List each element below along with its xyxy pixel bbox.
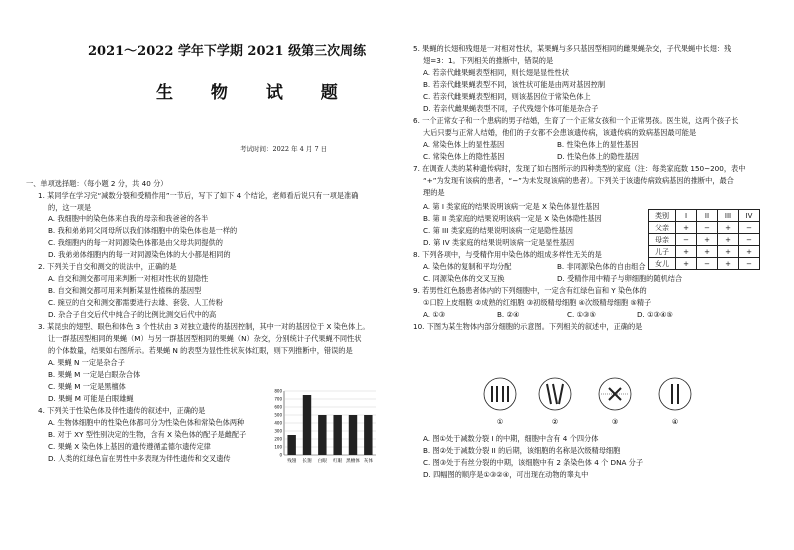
right-text-line: 翅=3：1。下列相关的推断中，错误的是 bbox=[423, 56, 554, 65]
cell-diagram bbox=[539, 378, 571, 410]
left-text-line: B. 我和弟弟同父同母所以我们体细胞中的染色体也是一样的 bbox=[48, 226, 238, 235]
chart-x-tick-label: 长翅 bbox=[302, 459, 312, 464]
table-cell: − bbox=[697, 258, 718, 270]
table-cell: + bbox=[676, 246, 697, 258]
right-text-line: ①口腔上皮细胞 ②成熟的红细胞 ③初级精母细胞 ④次级精母细胞 ⑤精子 bbox=[423, 298, 652, 307]
chart-y-tick-label: 200 bbox=[274, 436, 282, 442]
left-text-line: B. 自交和测交都可用来判断某显性植株的基因型 bbox=[48, 286, 202, 295]
table-header-cell: IV bbox=[739, 210, 760, 222]
table-cell: − bbox=[739, 222, 760, 234]
right-text-line: 9. 若男性红色肠患者体内的下列细胞中，一定含有红绿色盲和 Y 染色体的 bbox=[413, 286, 647, 295]
right-text-line: C. ①③⑤ bbox=[567, 310, 596, 319]
left-text-line: D. 我弟弟体细胞内的每一对同源染色体的大小都是相同的 bbox=[48, 250, 231, 259]
table-cell: + bbox=[697, 246, 718, 258]
left-text-line: D. 杂合子自交后代中纯合子的比例比测交后代中的高 bbox=[48, 310, 217, 319]
bar-chart bbox=[264, 385, 384, 469]
left-text-line: D. 人类的红绿色盲在男性中多表现为伴性遗传和交叉遗传 bbox=[48, 454, 231, 463]
table-cell: + bbox=[718, 234, 739, 246]
table-cell: + bbox=[739, 246, 760, 258]
right-text-line: C. 图③处于有丝分裂的中期，该细胞中有 2 条染色体 4 个 DNA 分子 bbox=[423, 458, 644, 467]
exam-time: 考试时间：2022 年 4 月 7 日 bbox=[240, 145, 328, 153]
table-cell: − bbox=[739, 234, 760, 246]
table-cell: + bbox=[718, 258, 739, 270]
chart-y-tick-label: 800 bbox=[274, 388, 282, 394]
left-text-line: 的，这一项是 bbox=[48, 203, 92, 212]
cell-diagram bbox=[659, 378, 691, 410]
left-text-line: 1. 某同学在学习完“减数分裂和受精作用”一节后，写下了如下 4 个结论，老师看后说只有一项是准确 bbox=[38, 191, 359, 200]
chart-y-tick-label: 0 bbox=[279, 452, 282, 458]
chart-y-tick-label: 500 bbox=[274, 412, 282, 418]
right-text-line: B. 非同源染色体的自由组合 bbox=[557, 262, 646, 271]
right-text-line: B. 性染色体上的显性基因 bbox=[557, 140, 639, 149]
cell-diagram bbox=[599, 378, 631, 410]
left-text-line: C. 我细胞内的每一对同源染色体都是由父母共同提供的 bbox=[48, 238, 223, 247]
chart-x-tick-label: 红眼 bbox=[333, 459, 343, 464]
table-cell: + bbox=[718, 246, 739, 258]
right-text-line: D. 四幅图的顺序是①③②④，可出现在动物的睾丸中 bbox=[423, 470, 589, 479]
right-text-line: B. 图②处于减数分裂 II 的后期，该细胞的名称是次级精母细胞 bbox=[423, 446, 621, 455]
left-text-line: 3. 某昆虫的翅型、眼色和体色 3 个性状由 3 对独立遗传的基因控制，其中一对的基因位于 X 染色体上。 bbox=[38, 322, 370, 331]
left-text-line: 4. 下列关于性染色体及伴性遗传的叙述中，正确的是 bbox=[38, 406, 206, 415]
right-text-line: D. 若亲代雌果蝇表型不同，子代残翅个体可能是杂合子 bbox=[423, 104, 599, 113]
right-text-line: A. 第 I 类家庭的结果说明该病一定是 X 染色体显性基因 bbox=[423, 202, 600, 211]
right-text-line: B. ②④ bbox=[497, 310, 520, 319]
table-cell: + bbox=[718, 222, 739, 234]
right-text-line: D. 受精作用中精子与卵细胞的随机结合 bbox=[557, 274, 683, 283]
right-text-line: C. 第 III 类家庭的结果说明该病一定是隐性基因 bbox=[423, 226, 573, 235]
right-text-line: A. 图①处于减数分裂 I 的中期，细胞中含有 4 个四分体 bbox=[423, 434, 599, 443]
right-text-line: C. 若亲代雌果蝇表型相同，则该基因位于常染色体上 bbox=[423, 92, 591, 101]
right-text-line: 10. 下图为某生物体内部分细胞的示意图。下列相关的叙述中，正确的是 bbox=[413, 322, 643, 331]
right-text-line: 5. 果蝇的长翅和残翅是一对相对性状，某果蝇与多只基因型相同的雌果蝇杂交，子代果蝇中长翅：残 bbox=[413, 44, 732, 53]
table-cell: − bbox=[697, 222, 718, 234]
chart-bar bbox=[287, 435, 295, 455]
chart-x-tick-label: 灰体 bbox=[363, 459, 373, 464]
left-text-line: A. 我细胞中的染色体来自我的母亲和我爸爸的各半 bbox=[48, 214, 209, 223]
right-text-line: 7. 在调查人类的某种遗传病时，发现了如右图所示的四种类型的家庭（注：每类家庭数 150~200，表中 bbox=[413, 164, 746, 173]
chart-y-tick-label: 400 bbox=[274, 420, 282, 426]
left-text-line: 2. 下列关于自交和测交的说法中，正确的是 bbox=[38, 262, 177, 271]
cell-label: ① bbox=[496, 418, 504, 426]
left-text-line: 的个体数量，结果如右图所示。若果蝇 N 的表型为显性性状灰体红眼，则下列推断中，错误的是 bbox=[48, 346, 353, 355]
table-row bbox=[649, 234, 760, 246]
right-text-line: 6. 一个正常女子和一个患病的男子结婚，生育了一个正常女孩和一个正常男孩。医生说，这两个孩子长 bbox=[413, 116, 739, 125]
right-text-line: 理的是 bbox=[423, 188, 445, 197]
right-text-line: “+”为发现有该病的患者，“−”为未发现该病的患者）。下列关于该遗传病致病基因的推断中，最合 bbox=[423, 176, 734, 185]
table-header-cell: 类别 bbox=[649, 210, 676, 222]
table-cell: + bbox=[697, 234, 718, 246]
left-text-line: A. 果蝇 N 一定是杂合子 bbox=[48, 358, 125, 367]
chart-bar bbox=[364, 415, 372, 455]
right-text-line: C. 同源染色体的交叉互换 bbox=[423, 274, 505, 283]
table-cell: 母亲 bbox=[649, 234, 676, 246]
left-text-line: B. 对于 XY 型性别决定的生物，含有 X 染色体的配子是雌配子 bbox=[48, 430, 247, 439]
left-text-line: C. 豌豆的自交和测交都需要进行去雄、套袋、人工传粉 bbox=[48, 298, 223, 307]
table-cell: 儿子 bbox=[649, 246, 676, 258]
table-header-cell: III bbox=[718, 210, 739, 222]
chart-y-tick-label: 100 bbox=[274, 444, 282, 450]
right-text-line: A. 染色体的复制和平均分配 bbox=[423, 262, 512, 271]
table-row bbox=[649, 222, 760, 234]
cell-diagrams bbox=[475, 372, 715, 432]
left-text-line: C. 果蝇 X 染色体上基因的遗传遵循孟德尔遗传定律 bbox=[48, 442, 211, 451]
table-header-cell: II bbox=[697, 210, 718, 222]
subject-title: 生 物 试 题 bbox=[156, 83, 354, 103]
chart-x-tick-label: 残翅 bbox=[287, 459, 297, 464]
chart-bar bbox=[318, 415, 326, 455]
chart-y-tick-label: 300 bbox=[274, 428, 282, 434]
right-text-line: 8. 下列各项中，与受精作用中染色体的组成多样性无关的是 bbox=[413, 250, 602, 259]
chart-y-tick-label: 600 bbox=[274, 404, 282, 410]
left-text-line: D. 果蝇 M 可能是白眼雄蝇 bbox=[48, 394, 134, 403]
chart-bar bbox=[333, 415, 341, 455]
pedigree-table bbox=[648, 209, 760, 270]
table-cell: − bbox=[739, 258, 760, 270]
left-text-line: B. 果蝇 M 一定是白眼杂合体 bbox=[48, 370, 141, 379]
table-cell: 女儿 bbox=[649, 258, 676, 270]
chart-bar bbox=[349, 415, 357, 455]
right-text-line: 大后只要与正常人结婚，他们的子女都不会患该遗传病，该遗传病的致病基因最可能是 bbox=[423, 128, 697, 137]
right-text-line: D. 第 IV 类家庭的结果说明该病一定是显性基因 bbox=[423, 238, 575, 247]
chart-bar bbox=[303, 395, 311, 455]
page-title: 2021～2022 学年下学期 2021 级第三次周练 bbox=[88, 44, 367, 59]
chart-x-tick-label: 黑檀体 bbox=[346, 459, 360, 464]
chart-x-tick-label: 白眼 bbox=[317, 459, 327, 464]
cell-label: ② bbox=[551, 418, 559, 426]
table-header-cell: I bbox=[676, 210, 697, 222]
right-text-line: A. 常染色体上的显性基因 bbox=[423, 140, 505, 149]
cell-label: ④ bbox=[671, 418, 679, 426]
left-text-line: A. 生物体细胞中的性染色体都可分为性染色体和常染色体两种 bbox=[48, 418, 245, 427]
right-text-line: B. 第 II 类家庭的结果说明该病一定是 X 染色体隐性基因 bbox=[423, 214, 602, 223]
table-row bbox=[649, 246, 760, 258]
cell-label: ③ bbox=[611, 418, 619, 426]
table-cell: + bbox=[676, 222, 697, 234]
table-row bbox=[649, 258, 760, 270]
left-text-line: 一、单项选择题：（每小题 2 分，共 40 分） bbox=[26, 179, 168, 188]
cell-diagram bbox=[484, 378, 516, 410]
right-text-line: D. ①③④⑤ bbox=[637, 310, 673, 319]
left-text-line: 让一群基因型相同的果蝇（M）与另一群基因型相同的果蝇（N）杂交，分别统计子代果蝇不同性状 bbox=[48, 334, 362, 343]
table-cell: − bbox=[676, 234, 697, 246]
left-text-line: C. 果蝇 M 一定是黑檀体 bbox=[48, 382, 126, 391]
right-text-line: D. 性染色体上的隐性基因 bbox=[557, 152, 639, 161]
chart-y-tick-label: 700 bbox=[274, 396, 282, 402]
right-text-line: B. 若亲代雌果蝇表型不同，该性状可能是由两对基因控制 bbox=[423, 80, 606, 89]
right-text-line: A. 若亲代雌果蝇表型相同，则长翅是显性性状 bbox=[423, 68, 569, 77]
table-cell: + bbox=[676, 258, 697, 270]
right-text-line: A. ①③ bbox=[423, 310, 446, 319]
left-text-line: A. 自交和测交都可用来判断一对相对性状的显隐性 bbox=[48, 274, 209, 283]
right-text-line: C. 常染色体上的隐性基因 bbox=[423, 152, 505, 161]
table-cell: 父亲 bbox=[649, 222, 676, 234]
